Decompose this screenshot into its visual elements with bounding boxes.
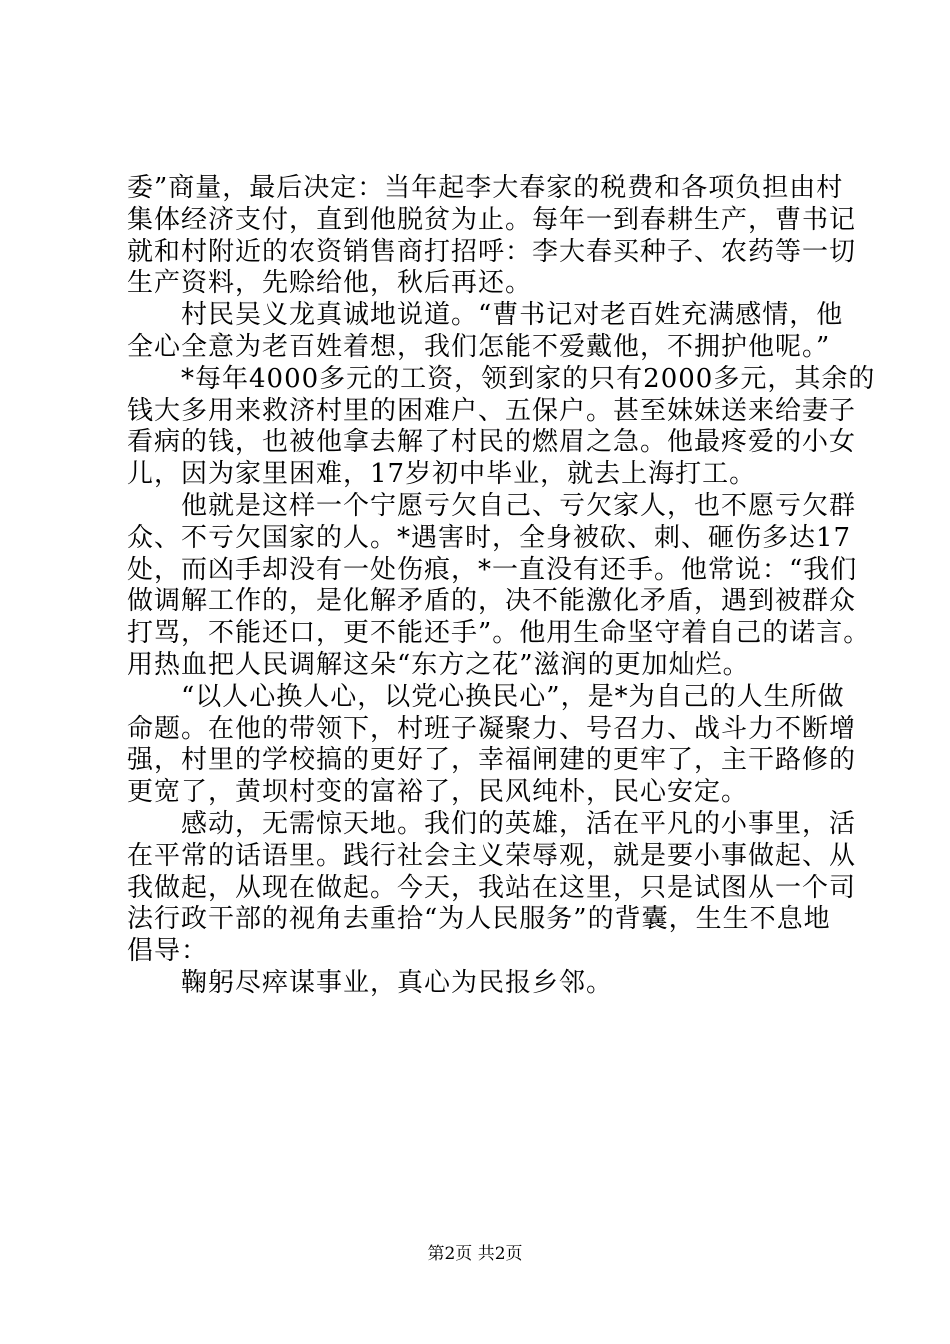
text-line: 命题。在他的带领下，村班子凝聚力、号召力、战斗力不断增: [127, 713, 857, 744]
text-line: 我做起，从现在做起。今天，我站在这里，只是试图从一个司: [127, 872, 857, 903]
text-line: 村民吴义龙真诚地说道。“曹书记对老百姓充满感情，他: [181, 300, 844, 331]
text-line: 钱大多用来救济村里的困难户、五保户。甚至妹妹送来给妻子: [127, 395, 857, 426]
text-line: 全心全意为老百姓着想，我们怎能不爱戴他，不拥护他呢。”: [127, 331, 831, 362]
text-line: 看病的钱，也被他拿去解了村民的燃眉之急。他最疼爱的小女: [127, 427, 857, 458]
text-line: 他就是这样一个宁愿亏欠自己、亏欠家人，也不愿亏欠群: [181, 490, 857, 521]
text-line: 儿，因为家里困难，17岁初中毕业，就去上海打工。: [127, 459, 757, 490]
text-line: 就和村附近的农资销售商打招呼：李大春买种子、农药等一切: [127, 236, 857, 267]
text-line: 众、不亏欠国家的人。*遇害时，全身被砍、刺、砸伤多达17: [127, 522, 852, 553]
text-line: 做调解工作的，是化解矛盾的，决不能激化矛盾，遇到被群众: [127, 586, 857, 617]
paragraph: [127, 173, 857, 300]
paragraph: [127, 490, 871, 682]
text-line: 用热血把人民调解这朵“东方之花”滋润的更加灿烂。: [127, 649, 750, 680]
text-line: 法行政干部的视角去重拾“为人民服务”的背囊，生生不息地: [127, 904, 831, 935]
text-line: 打骂，不能还口，更不能还手”。他用生命坚守着自己的诺言。: [127, 618, 871, 649]
text-line: 委”商量，最后决定：当年起李大春家的税费和各项负担由村: [127, 173, 844, 203]
text-line: 鞠躬尽瘁谋事业，真心为民报乡邻。: [181, 967, 614, 998]
text-line: 更宽了，黄坝村变的富裕了，民风纯朴，民心安定。: [127, 777, 749, 808]
paragraph: [127, 968, 847, 1000]
text-line: 生产资料，先赊给他，秋后再还。: [127, 268, 533, 299]
paragraph: [127, 681, 857, 809]
text-line: 处，而凶手却没有一处伤痕，*一直没有还手。他常说：“我们: [127, 554, 858, 585]
document-body: [127, 173, 876, 1000]
paragraph: [127, 808, 857, 968]
text-line: 集体经济支付，直到他脱贫为止。每年一到春耕生产，曹书记: [127, 204, 857, 235]
text-line: 感动，无需惊天地。我们的英雄，活在平凡的小事里，活: [181, 808, 857, 839]
page-footer: 第2页 共2页: [427, 1244, 523, 1264]
text-line: 倡导：: [127, 936, 209, 967]
paragraph: [127, 363, 876, 491]
text-line: 在平常的话语里。践行社会主义荣辱观，就是要小事做起、从: [127, 840, 857, 871]
paragraph: [127, 300, 847, 364]
text-line: 强，村里的学校搞的更好了，幸福闸建的更牢了，主干路修的: [127, 745, 857, 776]
text-line: *每年4000多元的工资，领到家的只有2000多元，其余的: [181, 363, 876, 394]
text-line: “以人心换人心，以党心换民心”，是*为自己的人生所做: [181, 681, 845, 712]
